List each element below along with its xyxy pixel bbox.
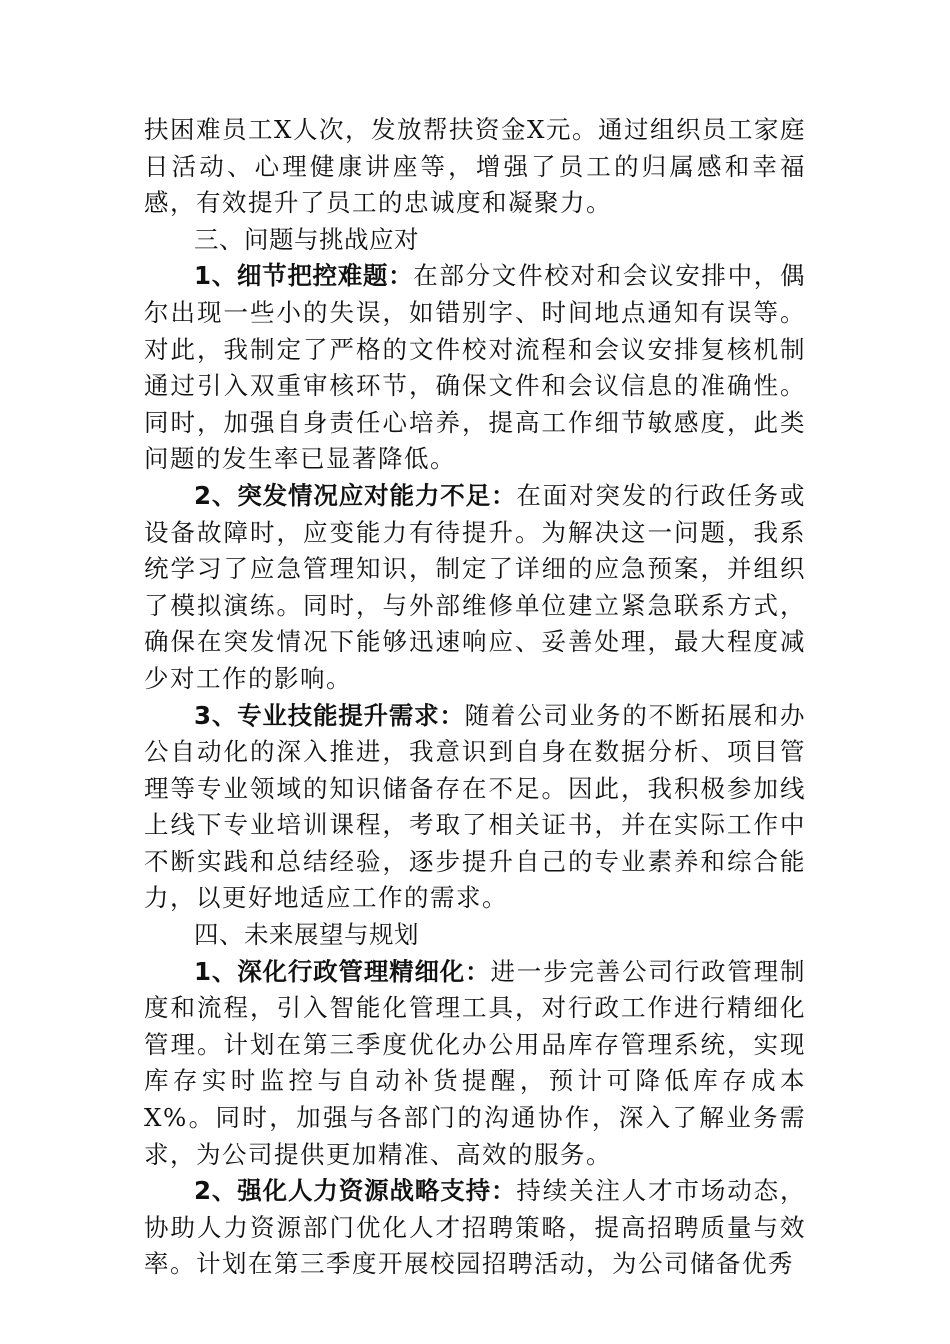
list-item-admin-refinement [144,954,806,1174]
item-lead: 3、专业技能提升需求： [194,700,465,730]
list-item-skill-improvement [144,698,806,918]
list-item-hr-strategy [144,1173,806,1283]
item-text: 进一步完善公司行政管理制度和流程，引入智能化管理工具，对行政工作进行精细化管理。计划在第三季度优化办公用品库存管理系统，实现库存实时监控与自动补货提醒，预计可降低库存成本X%。同时，加强与各部门的沟通协作，深入了解业务需求，为公司提供更加精准、高效的服务。 [144,956,807,1169]
document-page [144,112,806,1283]
body-paragraph: 扶困难员工X人次，发放帮扶资金X元。通过组织员工家庭日活动、心理健康讲座等，增强了员工的归属感和幸福感，有效提升了员工的忠诚度和凝聚力。 [144,115,806,218]
item-lead: 1、深化行政管理精细化： [194,956,491,986]
item-text: 持续关注人才市场动态，协助人力资源部门优化人才招聘策略，提高招聘质量与效率。计划在第三季度开展校园招聘活动，为公司储备优秀 [144,1176,807,1279]
item-lead: 1、细节把控难题： [194,261,414,291]
list-item-emergency-response [144,478,806,698]
item-text: 在部分文件校对和会议安排中，偶尔出现一些小的失误，如错别字、时间地点通知有误等。对此，我制定了严格的文件校对流程和会议安排复核机制通过引入双重审核环节，确保文件和会议信息的准确性。同时，加强自身责任心培养，提高工作细节敏感度，此类问题的发生率已显著降低。 [144,261,807,474]
item-text: 随着公司业务的不断拓展和办公自动化的深入推进，我意识到自身在数据分析、项目管理等专业领域的知识储备存在不足。因此，我积极参加线上线下专业培训课程，考取了相关证书，并在实际工作中不断实践和总结经验，逐步提升自己的专业素养和综合能力，以更好地适应工作的需求。 [144,700,807,913]
list-item-detail-control [144,258,806,478]
item-lead: 2、强化人力资源战略支持： [194,1176,517,1206]
section-heading-problems: 三、问题与挑战应对 [194,224,419,254]
item-lead: 2、突发情况应对能力不足： [194,480,517,510]
item-text: 在面对突发的行政任务或设备故障时，应变能力有待提升。为解决这一问题，我系统学习了应急管理知识，制定了详细的应急预案，并组织了模拟演练。同时，与外部维修单位建立紧急联系方式，确保在突发情况下能够迅速响应、妥善处理，最大程度减少对工作的影响。 [144,480,807,693]
section-heading-outlook: 四、未来展望与规划 [194,920,419,950]
